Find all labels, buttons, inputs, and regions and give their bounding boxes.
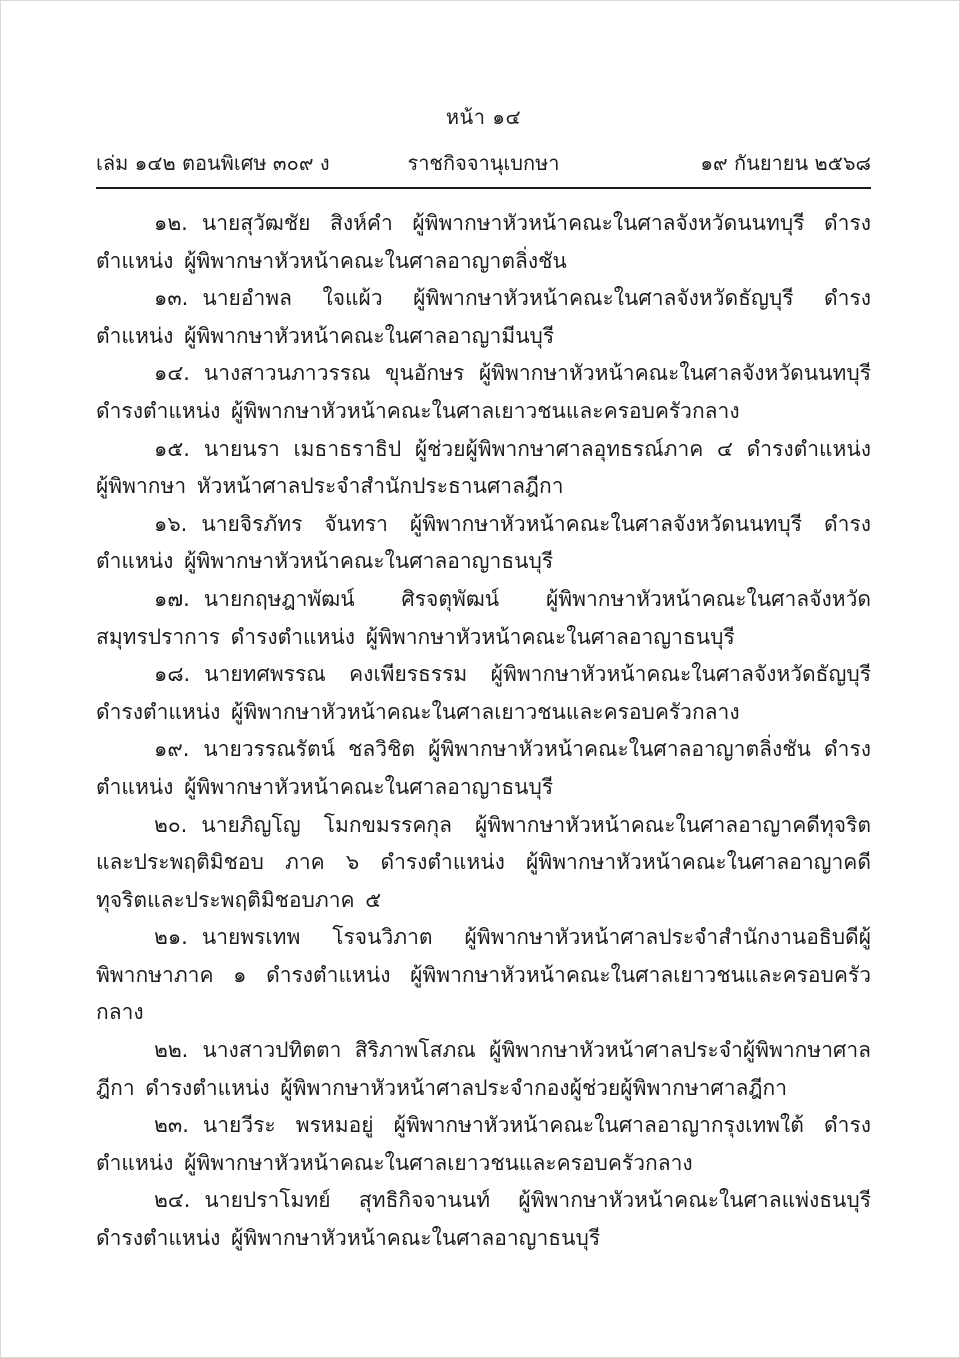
gazette-entry — [96, 807, 871, 920]
entry-text: นายภิญโญ โมกขมรรคกุล ผู้พิพากษาหัวหน้าคณะในศาลอาญาคดีทุจริตและประพฤติมิชอบ ภาค ๖ ดำรงตำแหน่ง ผู้พิพากษาหัวหน้าคณะในศาลอาญาคดีทุจริตและประพฤติมิชอบภาค ๕ — [96, 812, 871, 912]
gazette-entry — [96, 919, 871, 1032]
entry-text: นายสุวัฒชัย สิงห์คำ ผู้พิพากษาหัวหน้าคณะในศาลจังหวัดนนทบุรี ดำรงตำแหน่ง ผู้พิพากษาหัวหน้าคณะในศาลอาญาตลิ่งชัน — [96, 211, 871, 273]
volume-info: เล่ม ๑๔๒ ตอนพิเศษ ๓๐๙ ง — [96, 151, 330, 175]
entry-text: นายนรา เมธาธราธิป ผู้ช่วยผู้พิพากษาศาลอุทธรณ์ภาค ๔ ดำรงตำแหน่ง ผู้พิพากษา หัวหน้าศาลประจำสำนักประธานศาลฎีกา — [96, 436, 871, 499]
gazette-entry — [96, 431, 871, 506]
header-divider — [96, 187, 871, 189]
entry-text: นายปราโมทย์ สุทธิกิจจานนท์ ผู้พิพากษาหัวหน้าคณะในศาลแพ่งธนบุรี ดำรงตำแหน่ง ผู้พิพากษาหัวหน้าคณะในศาลอาญาธนบุรี — [96, 1188, 871, 1251]
entry-number: ๑๗. — [154, 586, 190, 611]
entry-number: ๒๒. — [154, 1038, 189, 1063]
entry-number: ๑๒. — [154, 211, 188, 235]
gazette-entry — [96, 656, 871, 731]
gazette-entry — [96, 581, 871, 656]
entry-number: ๑๙. — [154, 737, 190, 762]
entry-number: ๒๔. — [154, 1188, 191, 1213]
page-content — [96, 1, 871, 1258]
entry-number: ๑๓. — [154, 286, 189, 311]
entry-text: นายทศพรรณ คงเพียรธรรม ผู้พิพากษาหัวหน้าคณะในศาลจังหวัดธัญบุรี ดำรงตำแหน่ง ผู้พิพากษาหัวหน้าคณะในศาลเยาวชนและครอบครัวกลาง — [96, 662, 871, 724]
gazette-entry — [96, 731, 871, 806]
entry-text: นายวีระ พรหมอยู่ ผู้พิพากษาหัวหน้าคณะในศาลอาญากรุงเทพใต้ ดำรงตำแหน่ง ผู้พิพากษาหัวหน้าคณะในศาลเยาวชนและครอบครัวกลาง — [96, 1113, 871, 1175]
entry-number: ๑๔. — [154, 361, 190, 386]
gazette-entry — [96, 506, 871, 581]
entry-text: นายวรรณรัตน์ ชลวิชิต ผู้พิพากษาหัวหน้าคณะในศาลอาญาตลิ่งชัน ดำรงตำแหน่ง ผู้พิพากษาหัวหน้าคณะในศาลอาญาธนบุรี — [96, 737, 871, 799]
entry-text: นายกฤษฎาพัฒน์ ศิรจตุพัฒน์ ผู้พิพากษาหัวหน้าคณะในศาลจังหวัดสมุทรปราการ ดำรงตำแหน่ง ผู้พิพากษาหัวหน้าคณะในศาลอาญาธนบุรี — [96, 586, 871, 649]
gazette-entry — [96, 280, 871, 355]
entry-number: ๒๑. — [154, 925, 188, 950]
entry-number: ๒๓. — [154, 1113, 189, 1138]
entry-text: นายพรเทพ โรจนวิภาต ผู้พิพากษาหัวหน้าศาลประจำสำนักงานอธิบดีผู้พิพากษาภาค ๑ ดำรงตำแหน่ง ผู้พิพากษาหัวหน้าคณะในศาลเยาวชนและครอบครัวกลาง — [96, 925, 871, 1025]
entry-number: ๑๕. — [154, 436, 190, 461]
entry-number: ๑๘. — [154, 662, 191, 687]
entry-text: นายอำพล ใจแผ้ว ผู้พิพากษาหัวหน้าคณะในศาลจังหวัดธัญบุรี ดำรงตำแหน่ง ผู้พิพากษาหัวหน้าคณะในศาลอาญามีนบุรี — [96, 286, 871, 348]
entry-text: นางสาวนภาวรรณ ขุนอักษร ผู้พิพากษาหัวหน้าคณะในศาลจังหวัดนนทบุรี ดำรงตำแหน่ง ผู้พิพากษาหัวหน้าคณะในศาลเยาวชนและครอบครัวกลาง — [96, 361, 871, 423]
gazette-entry — [96, 355, 871, 430]
gazette-entry — [96, 205, 871, 280]
entry-number: ๑๖. — [154, 511, 188, 536]
gazette-entry — [96, 1182, 871, 1257]
issue-date: ๑๙ กันยายน ๒๕๖๘ — [700, 151, 871, 175]
entry-text: นางสาวปทิตตา สิริภาพโสภณ ผู้พิพากษาหัวหน้าศาลประจำผู้พิพากษาศาลฎีกา ดำรงตำแหน่ง ผู้พิพากษาหัวหน้าศาลประจำกองผู้ช่วยผู้พิพากษาศาลฎีกา — [96, 1038, 871, 1100]
entry-text: นายจิรภัทร จันทรา ผู้พิพากษาหัวหน้าคณะในศาลจังหวัดนนทบุรี ดำรงตำแหน่ง ผู้พิพากษาหัวหน้าคณะในศาลอาญาธนบุรี — [96, 511, 871, 574]
entries-list — [96, 205, 871, 1258]
gazette-entry — [96, 1107, 871, 1182]
gazette-entry — [96, 1032, 871, 1107]
entry-number: ๒๐. — [154, 812, 188, 837]
masthead — [96, 147, 871, 179]
gazette-title: ราชกิจจานุเบกษา — [407, 151, 560, 175]
page-number-label: หน้า ๑๔ — [445, 105, 522, 129]
